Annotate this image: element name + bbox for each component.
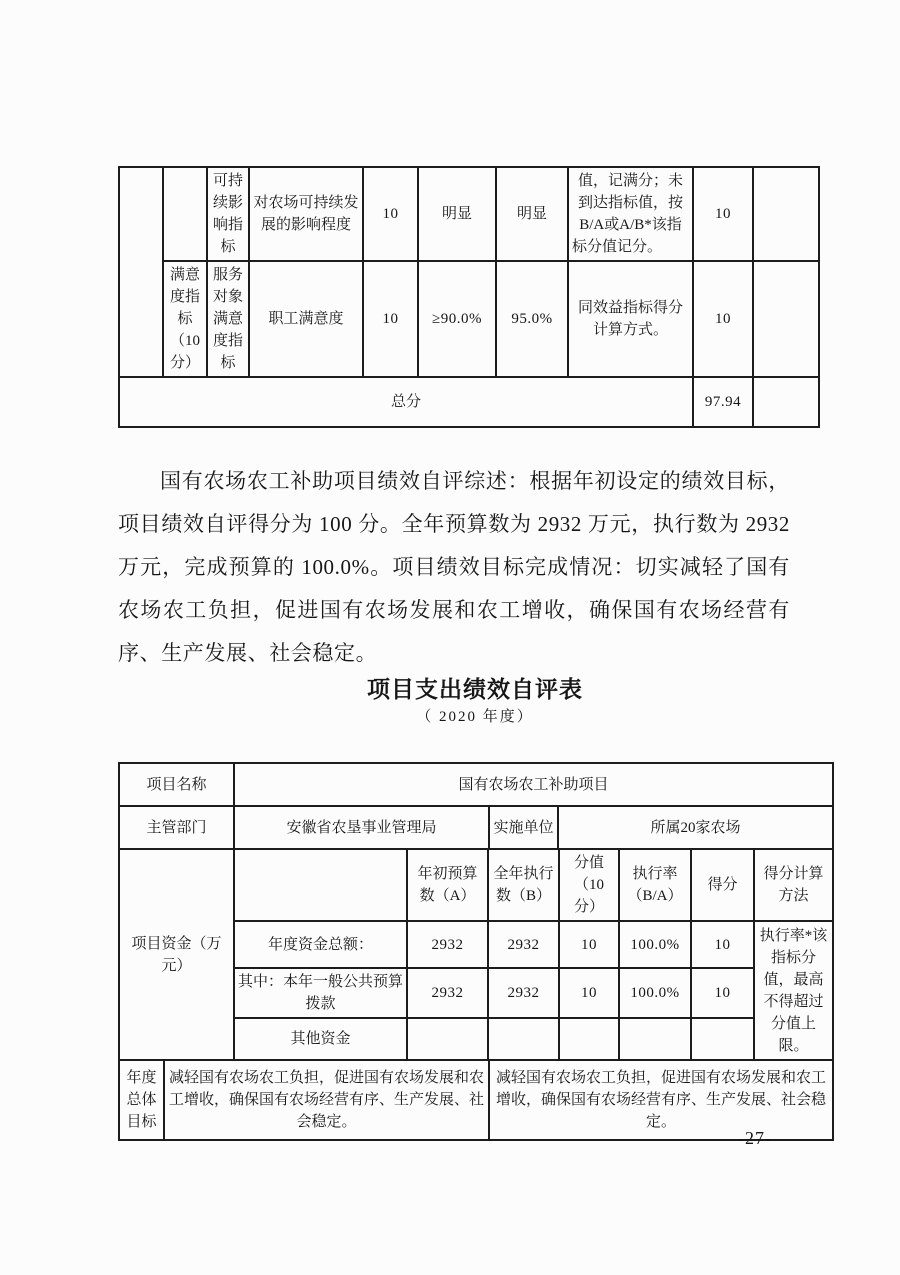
col-header-rate: 执行率（B/A） [619, 849, 691, 921]
page-number: -27- [738, 1128, 772, 1148]
score-value [691, 1018, 754, 1060]
budget-value [407, 1018, 488, 1060]
rate-value [619, 1018, 691, 1060]
empty-cell [753, 377, 819, 427]
group-cell: 满意度指标（10分） [163, 261, 207, 377]
indicator-name-cell: 职工满意度 [249, 261, 363, 377]
score-value: 10 [691, 968, 754, 1018]
dept-label: 主管部门 [119, 806, 234, 849]
target-value-cell: 明显 [418, 167, 496, 261]
points-cell: 10 [363, 167, 418, 261]
eval-table-fund-section [118, 848, 834, 1061]
scoring-note-cell: 值，记满分；未到达指标值，按B/A或A/B*该指标分值记分。 [568, 167, 693, 261]
target-value-cell: ≥90.0% [418, 261, 496, 377]
group-cell-empty [163, 167, 207, 261]
fund-group-label: 项目资金（万元） [119, 849, 234, 1060]
col-header-method: 得分计算方法 [754, 849, 833, 921]
self-evaluation-summary: 国有农场农工补助项目绩效自评综述：根据年初设定的绩效目标，项目绩效自评得分为 100 分。全年预算数为 2932 万元，执行数为 2932 万元，完成预算的 100.0%。项目绩效目标完成情况：切实减轻了国有农场农工负担，促进国有农场发展和农工增收，确保国有农场经营有序、生产发展、社会稳定。 [118, 469, 790, 665]
executed-value: 2932 [488, 968, 559, 1018]
col-header-score: 得分 [691, 849, 754, 921]
col-header-budget: 年初预算数（A） [407, 849, 488, 921]
actual-value-cell: 95.0% [496, 261, 568, 377]
executed-value [488, 1018, 559, 1060]
total-score-cell: 97.94 [693, 377, 753, 427]
score-cell: 10 [693, 167, 753, 261]
score-method-note: 执行率*该指标分值，最高不得超过分值上限。 [754, 921, 833, 1060]
points-value: 10 [559, 968, 619, 1018]
subgroup-cell: 服务对象满意度指标 [207, 261, 249, 377]
project-name-label: 项目名称 [119, 763, 234, 806]
category-cell-empty [119, 167, 163, 377]
annual-goal-text-right: 减轻国有农场农工负担，促进国有农场发展和农工增收，确保国有农场经营有序、生产发展、社会稳定。 [489, 1060, 833, 1140]
fund-row-label: 其中：本年一般公共预算拨款 [234, 968, 407, 1018]
impl-unit-label: 实施单位 [489, 806, 558, 849]
project-name-value: 国有农场农工补助项目 [234, 763, 833, 806]
eval-table-header-section [118, 762, 834, 850]
empty-cell [753, 167, 819, 261]
points-cell: 10 [363, 261, 418, 377]
budget-value: 2932 [407, 968, 488, 1018]
rate-value: 100.0% [619, 921, 691, 968]
points-value: 10 [559, 921, 619, 968]
actual-value-cell: 明显 [496, 167, 568, 261]
annual-goal-label: 年度总体目标 [119, 1060, 164, 1140]
project-self-eval-table [118, 762, 836, 1141]
score-cell: 10 [693, 261, 753, 377]
budget-value: 2932 [407, 921, 488, 968]
points-value [559, 1018, 619, 1060]
empty-header-cell [234, 849, 407, 921]
col-header-executed: 全年执行数（B） [488, 849, 559, 921]
subgroup-cell: 可持续影响指标 [207, 167, 249, 261]
eval-table-year: （ 2020 年度） [416, 709, 534, 725]
executed-value: 2932 [488, 921, 559, 968]
col-header-points: 分值（10分） [559, 849, 619, 921]
indicator-name-cell: 对农场可持续发展的影响程度 [249, 167, 363, 261]
indicator-score-table [118, 166, 820, 428]
rate-value: 100.0% [619, 968, 691, 1018]
scoring-note-cell: 同效益指标得分计算方式。 [568, 261, 693, 377]
eval-table-title: 项目支出绩效自评表 [367, 676, 583, 702]
fund-row-label: 其他资金 [234, 1018, 407, 1060]
dept-value: 安徽省农垦事业管理局 [234, 806, 489, 849]
fund-row-label: 年度资金总额： [234, 921, 407, 968]
empty-cell [753, 261, 819, 377]
impl-unit-value: 所属20家农场 [558, 806, 833, 849]
total-label-cell: 总分 [119, 377, 693, 427]
annual-goal-text-left: 减轻国有农场农工负担，促进国有农场发展和农工增收，确保国有农场经营有序、生产发展、社会稳定。 [164, 1060, 489, 1140]
score-value: 10 [691, 921, 754, 968]
